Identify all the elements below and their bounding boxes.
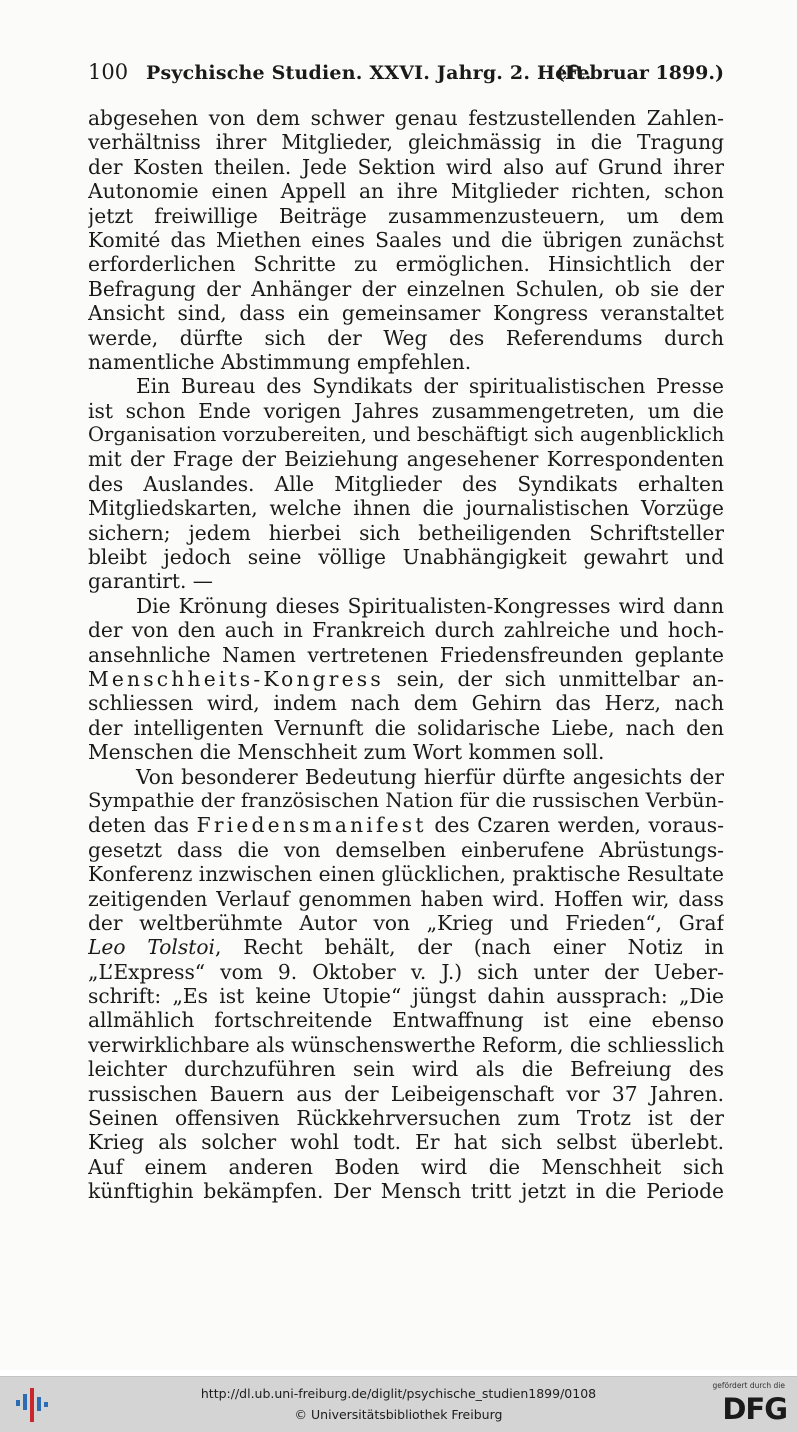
issue-date: (Februar 1899.) <box>555 62 724 84</box>
text-line: Menschen die Menschheit zum Wort kommen soll. <box>88 740 605 765</box>
permalink-url[interactable]: http://dl.ub.uni-freiburg.de/diglit/psychische_studien1899/0108 <box>200 1386 597 1401</box>
viewer-footer <box>0 1376 797 1432</box>
text-line: Komité das Miethen eines Saales und die übrigen zunächst <box>88 227 724 252</box>
text-line: Autonomie einen Appell an ihre Mitglieder richten, schon <box>88 179 724 204</box>
spaced-term: Menschheits-Kongress <box>88 666 384 691</box>
text-line: werde, dürfte sich der Weg des Referendums durch <box>88 325 724 350</box>
text-line: russischen Bauern aus der Leibeigenschaft vor 37 Jahren. <box>88 1081 724 1106</box>
text-line: schrift: „Es ist keine Utopie“ jüngst dahin aussprach: „Die <box>88 984 724 1009</box>
text-line: ist schon Ende vorigen Jahres zusammengetreten, um die <box>88 398 724 423</box>
text-line: garantirt. — <box>88 569 213 594</box>
page-number: 100 <box>88 60 129 84</box>
text-line: künftighin bekämpfen. Der Mensch tritt jetzt in die Periode <box>88 1179 724 1204</box>
text-line: Die Krönung dieses Spiritualisten-Kongresses wird dann <box>136 593 724 618</box>
funding-note: gefördert durch die <box>712 1381 785 1390</box>
text-line: deten das Friedensmanifest des Czaren werden, voraus- <box>88 813 724 838</box>
text-line: der weltberühmte Autor von „Krieg und Frieden“, Graf <box>88 910 724 935</box>
text-line: schliessen wird, indem nach dem Gehirn das Herz, nach <box>88 691 724 716</box>
text-line: ansehnliche Namen vertretenen Friedensfreunden geplante <box>88 642 724 667</box>
text-line: Von besonderer Bedeutung hierfür dürfte angesichts der <box>136 764 724 789</box>
text-line: abgesehen von dem schwer genau festzustellenden Zahlen- <box>88 106 724 130</box>
text-line: der Kosten theilen. Jede Sektion wird also auf Grund ihrer <box>88 154 724 179</box>
body-text <box>88 106 724 1204</box>
text-line: Konferenz inzwischen einen glücklichen, praktische Resultate <box>88 862 724 887</box>
spaced-term: Friedensmanifest <box>196 813 427 838</box>
text-line: namentliche Abstimmung empfehlen. <box>88 349 472 374</box>
text-line: mit der Frage der Beiziehung angesehener Korrespondenten <box>88 447 724 472</box>
page-header <box>88 60 724 90</box>
running-title: Psychische Studien. XXVI. Jahrg. 2. Heft. <box>146 62 592 84</box>
text-line: der von den auch in Frankreich durch zahlreiche und hoch- <box>88 618 724 643</box>
text-line: Krieg als solcher wohl todt. Er hat sich selbst überlebt. <box>88 1130 724 1155</box>
text-line: Sympathie der französischen Nation für die russischen Verbün- <box>88 788 724 812</box>
text-line: zeitigenden Verlauf genommen haben wird. Hoffen wir, dass <box>88 886 724 911</box>
text-line: gesetzt dass die von demselben einberufene Abrüstungs- <box>88 837 724 862</box>
text-line: Mitgliedskarten, welche ihnen die journalistischen Vorzüge <box>88 496 724 521</box>
dfg-logo: DFG <box>722 1392 787 1426</box>
copyright-notice: © Universitätsbibliothek Freiburg <box>294 1407 503 1422</box>
text-line: sichern; jedem hierbei sich betheiligenden Schriftsteller <box>88 520 724 545</box>
text-line: erforderlichen Schritte zu ermöglichen. Hinsichtlich der <box>88 252 724 277</box>
text-line: Befragung der Anhänger der einzelnen Schulen, ob sie der <box>88 276 724 301</box>
text-line: der intelligenten Vernunft die solidarische Liebe, nach den <box>88 715 724 740</box>
text-line: verwirklichbare als wünschenswerthe Reform, die schliesslich <box>88 1032 724 1057</box>
text-line: Leo Tolstoi, Recht behält, der (nach einer Notiz in <box>88 935 724 960</box>
text-line: des Auslandes. Alle Mitglieder des Syndikats erhalten <box>88 471 724 496</box>
italic-name: Leo Tolstoi <box>88 935 215 960</box>
text-line: „L’Express“ vom 9. Oktober v. J.) sich unter der Ueber- <box>88 959 724 984</box>
text-line: verhältniss ihrer Mitglieder, gleichmässig in die Tragung <box>88 130 724 155</box>
text-line: bleibt jedoch seine völlige Unabhängigkeit gewahrt und <box>88 545 724 570</box>
text-line: Organisation vorzubereiten, und beschäftigt sich augenblicklich <box>88 423 724 447</box>
text-line: Seinen offensiven Rückkehrversuchen zum Trotz ist der <box>88 1106 724 1131</box>
text-line: Ein Bureau des Syndikats der spiritualistischen Presse <box>136 374 724 399</box>
text-line: leichter durchzuführen sein wird als die Befreiung des <box>88 1057 724 1082</box>
text-line: jetzt freiwillige Beiträge zusammenzusteuern, um dem <box>88 203 724 228</box>
text-line: Menschheits-Kongress sein, der sich unmittelbar an- <box>88 666 724 691</box>
text-line: Auf einem anderen Boden wird die Menschheit sich <box>88 1154 724 1179</box>
text-line: allmählich fortschreitende Entwaffnung ist eine ebenso <box>88 1008 724 1033</box>
text-line: Ansicht sind, dass ein gemeinsamer Kongress veranstaltet <box>88 301 724 326</box>
